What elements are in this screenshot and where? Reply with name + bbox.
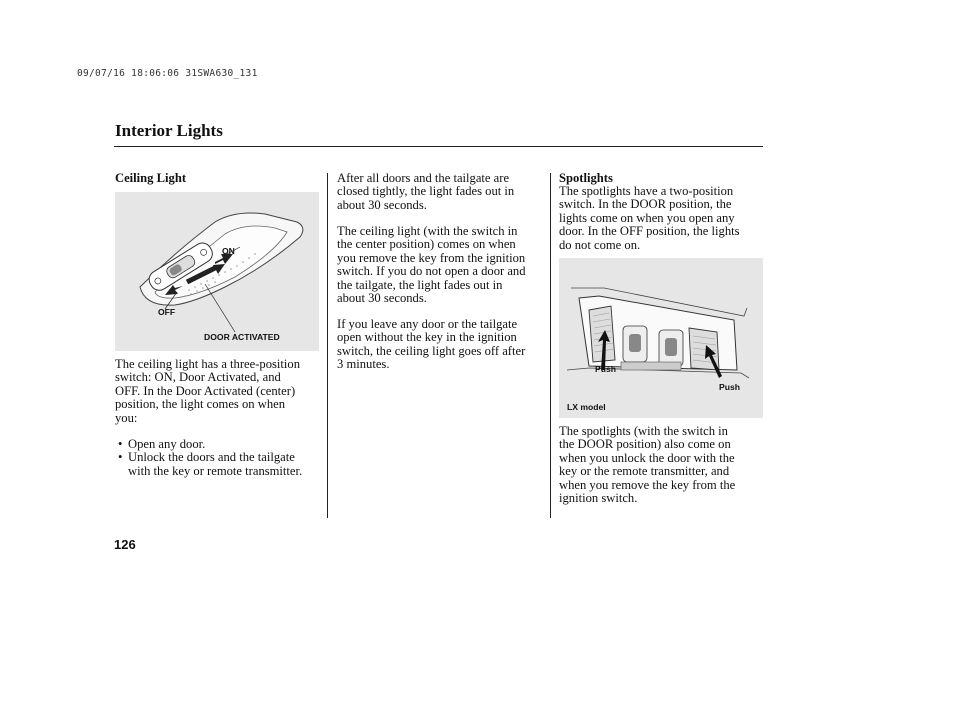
push-label-right: Push bbox=[719, 382, 741, 392]
push-label-left: Push bbox=[595, 364, 617, 374]
door-open-paragraph: If you leave any door or the tailgate open without the key in the ignition switch, the ceiling light goes off after 3 minutes. bbox=[337, 317, 526, 372]
page-number: 126 bbox=[114, 537, 136, 552]
ceiling-light-conditions bbox=[118, 438, 328, 478]
title-rule bbox=[114, 146, 763, 147]
door-activated-label: DOOR ACTIVATED bbox=[204, 332, 280, 342]
ceiling-light-heading: Ceiling Light bbox=[115, 171, 187, 185]
ignition-paragraph: The ceiling light (with the switch in the center position) comes on when you remove the key from the ignition switch. If you do not open a door and the tailgate, the light fades out in about 30 seconds. bbox=[337, 224, 526, 306]
column-divider-2 bbox=[550, 173, 551, 518]
list-item: • Open any door. bbox=[118, 438, 328, 451]
fade-out-paragraph: After all doors and the tailgate are closed tightly, the light fades out in about 30 seconds. bbox=[337, 171, 515, 212]
ceiling-light-illustration bbox=[115, 192, 319, 351]
model-label: LX model bbox=[567, 402, 606, 412]
ceiling-light-description: The ceiling light has a three-position switch: ON, Door Activated, and OFF. In the Door Activated (center) position, the light comes on when you: bbox=[115, 357, 301, 425]
spotlights-figure bbox=[559, 258, 763, 418]
page-title: Interior Lights bbox=[115, 121, 223, 140]
spotlights-illustration bbox=[559, 258, 763, 418]
list-item: • Unlock the doors and the tailgate with the key or remote transmitter. bbox=[118, 451, 328, 478]
spotlights-description: The spotlights have a two-position switch. In the DOOR position, the lights come on when you open any door. In the OFF position, the lights do not come on. bbox=[559, 184, 740, 252]
on-label: ON bbox=[222, 246, 235, 256]
spotlights-extra-paragraph: The spotlights (with the switch in the DOOR position) also come on when you unlock the door with the key or the remote transmitter, and when you remove the key from the ignition switch. bbox=[559, 424, 736, 506]
spotlights-heading: Spotlights bbox=[559, 171, 613, 185]
off-label: OFF bbox=[158, 307, 176, 317]
ceiling-light-figure bbox=[115, 192, 319, 351]
print-timestamp: 09/07/16 18:06:06 31SWA630_131 bbox=[77, 68, 258, 79]
